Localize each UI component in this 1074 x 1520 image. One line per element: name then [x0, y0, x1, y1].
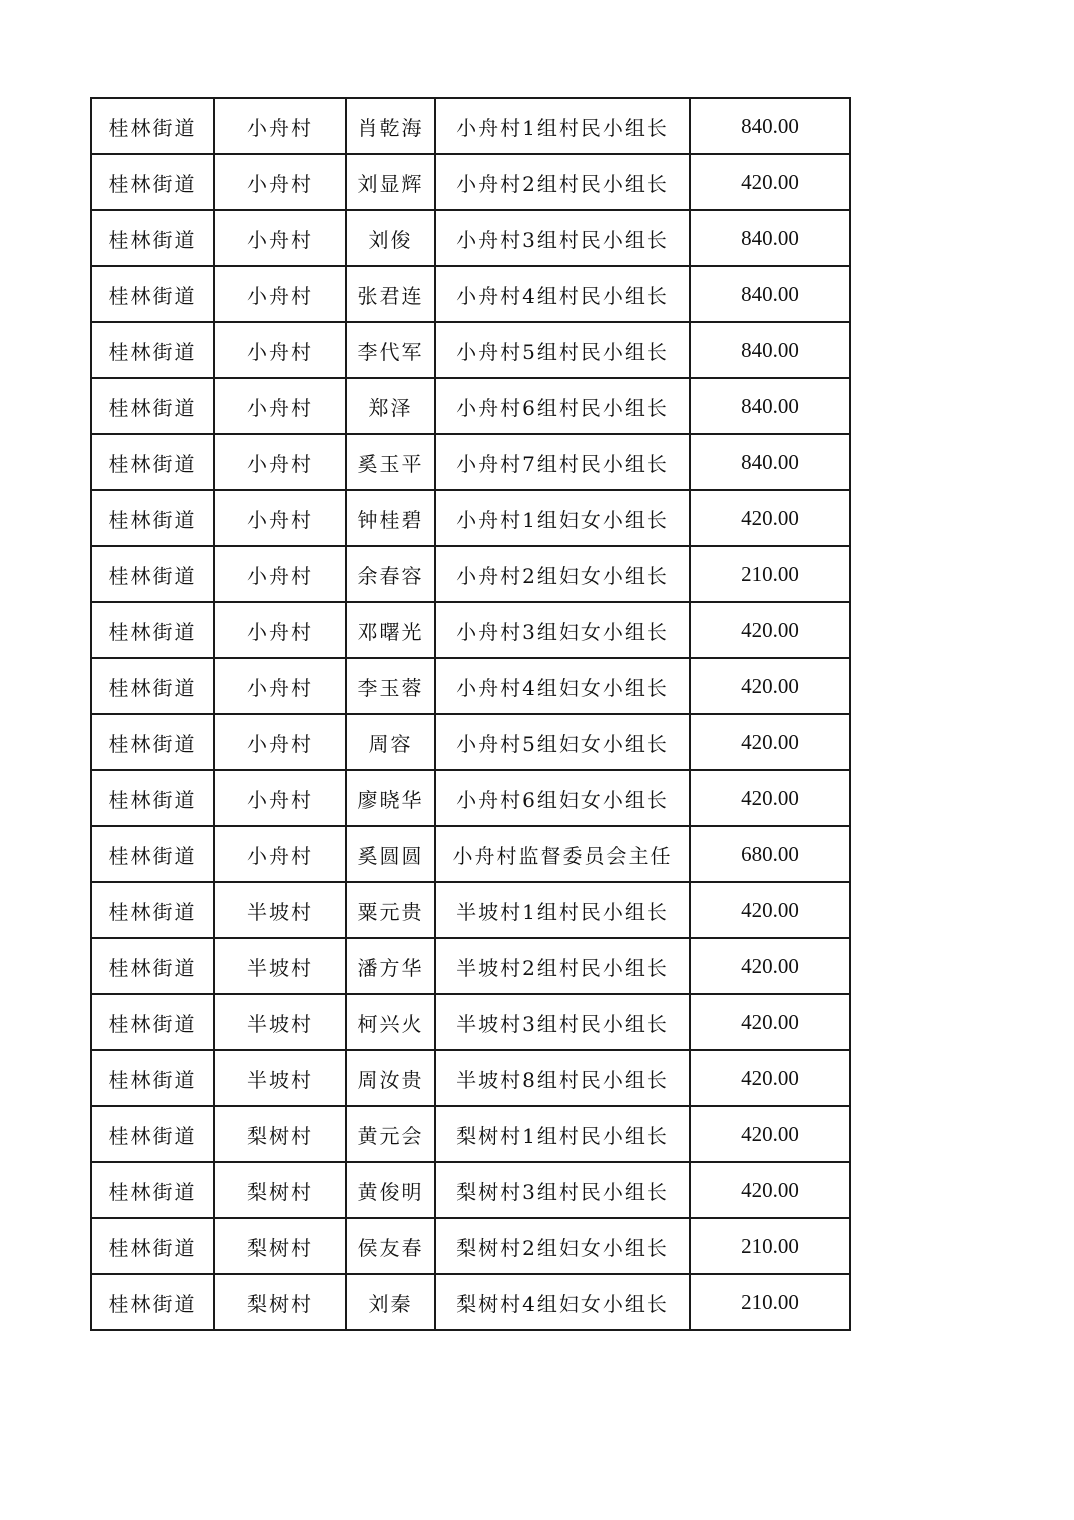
street-cell: 桂林街道 [91, 1274, 214, 1330]
name-cell: 刘秦 [346, 1274, 435, 1330]
position-cell: 半坡村1组村民小组长 [435, 882, 690, 938]
village-cell: 半坡村 [214, 1050, 346, 1106]
amount-cell: 210.00 [690, 1218, 850, 1274]
name-cell: 奚圆圆 [346, 826, 435, 882]
amount-cell: 840.00 [690, 266, 850, 322]
name-cell: 余春容 [346, 546, 435, 602]
table-row [91, 378, 850, 434]
village-cell: 小舟村 [214, 770, 346, 826]
subsidy-table [90, 97, 851, 1331]
street-cell: 桂林街道 [91, 1162, 214, 1218]
name-cell: 奚玉平 [346, 434, 435, 490]
table-row [91, 714, 850, 770]
village-cell: 梨树村 [214, 1218, 346, 1274]
village-cell: 梨树村 [214, 1106, 346, 1162]
name-cell: 钟桂碧 [346, 490, 435, 546]
street-cell: 桂林街道 [91, 658, 214, 714]
position-cell: 梨树村2组妇女小组长 [435, 1218, 690, 1274]
amount-cell: 840.00 [690, 434, 850, 490]
village-cell: 半坡村 [214, 938, 346, 994]
street-cell: 桂林街道 [91, 266, 214, 322]
village-cell: 小舟村 [214, 266, 346, 322]
amount-cell: 840.00 [690, 322, 850, 378]
village-cell: 小舟村 [214, 322, 346, 378]
table-row [91, 434, 850, 490]
position-cell: 小舟村2组村民小组长 [435, 154, 690, 210]
amount-cell: 420.00 [690, 714, 850, 770]
name-cell: 郑泽 [346, 378, 435, 434]
position-cell: 梨树村4组妇女小组长 [435, 1274, 690, 1330]
amount-cell: 420.00 [690, 658, 850, 714]
village-cell: 小舟村 [214, 154, 346, 210]
name-cell: 粟元贵 [346, 882, 435, 938]
amount-cell: 420.00 [690, 154, 850, 210]
name-cell: 黄元会 [346, 1106, 435, 1162]
position-cell: 小舟村4组村民小组长 [435, 266, 690, 322]
table-row [91, 994, 850, 1050]
street-cell: 桂林街道 [91, 490, 214, 546]
name-cell: 侯友春 [346, 1218, 435, 1274]
position-cell: 梨树村1组村民小组长 [435, 1106, 690, 1162]
name-cell: 周容 [346, 714, 435, 770]
village-cell: 小舟村 [214, 546, 346, 602]
name-cell: 肖乾海 [346, 98, 435, 154]
position-cell: 小舟村1组村民小组长 [435, 98, 690, 154]
position-cell: 半坡村3组村民小组长 [435, 994, 690, 1050]
amount-cell: 840.00 [690, 210, 850, 266]
position-cell: 半坡村2组村民小组长 [435, 938, 690, 994]
village-cell: 小舟村 [214, 602, 346, 658]
village-cell: 小舟村 [214, 490, 346, 546]
amount-cell: 210.00 [690, 1274, 850, 1330]
position-cell: 小舟村7组村民小组长 [435, 434, 690, 490]
position-cell: 小舟村2组妇女小组长 [435, 546, 690, 602]
table-row [91, 1162, 850, 1218]
street-cell: 桂林街道 [91, 434, 214, 490]
street-cell: 桂林街道 [91, 546, 214, 602]
position-cell: 小舟村监督委员会主任 [435, 826, 690, 882]
table-row [91, 602, 850, 658]
street-cell: 桂林街道 [91, 1106, 214, 1162]
name-cell: 潘方华 [346, 938, 435, 994]
amount-cell: 840.00 [690, 378, 850, 434]
street-cell: 桂林街道 [91, 938, 214, 994]
street-cell: 桂林街道 [91, 826, 214, 882]
street-cell: 桂林街道 [91, 882, 214, 938]
amount-cell: 420.00 [690, 602, 850, 658]
name-cell: 刘俊 [346, 210, 435, 266]
street-cell: 桂林街道 [91, 154, 214, 210]
table-row [91, 490, 850, 546]
table-row [91, 658, 850, 714]
table-row [91, 1050, 850, 1106]
position-cell: 梨树村3组村民小组长 [435, 1162, 690, 1218]
name-cell: 柯兴火 [346, 994, 435, 1050]
amount-cell: 420.00 [690, 1162, 850, 1218]
village-cell: 小舟村 [214, 714, 346, 770]
street-cell: 桂林街道 [91, 602, 214, 658]
name-cell: 李代军 [346, 322, 435, 378]
amount-cell: 420.00 [690, 994, 850, 1050]
village-cell: 小舟村 [214, 434, 346, 490]
village-cell: 梨树村 [214, 1162, 346, 1218]
table-row [91, 1274, 850, 1330]
position-cell: 小舟村6组妇女小组长 [435, 770, 690, 826]
street-cell: 桂林街道 [91, 714, 214, 770]
name-cell: 廖晓华 [346, 770, 435, 826]
street-cell: 桂林街道 [91, 210, 214, 266]
amount-cell: 420.00 [690, 1050, 850, 1106]
village-cell: 小舟村 [214, 210, 346, 266]
village-cell: 小舟村 [214, 378, 346, 434]
village-cell: 半坡村 [214, 994, 346, 1050]
name-cell: 张君连 [346, 266, 435, 322]
amount-cell: 420.00 [690, 882, 850, 938]
village-cell: 半坡村 [214, 882, 346, 938]
village-cell: 小舟村 [214, 826, 346, 882]
table-body [91, 98, 850, 1330]
street-cell: 桂林街道 [91, 1050, 214, 1106]
village-cell: 小舟村 [214, 98, 346, 154]
table-row [91, 770, 850, 826]
street-cell: 桂林街道 [91, 1218, 214, 1274]
table-row [91, 322, 850, 378]
name-cell: 周汝贵 [346, 1050, 435, 1106]
amount-cell: 420.00 [690, 938, 850, 994]
table-row [91, 882, 850, 938]
position-cell: 小舟村3组妇女小组长 [435, 602, 690, 658]
position-cell: 小舟村3组村民小组长 [435, 210, 690, 266]
table-row [91, 154, 850, 210]
name-cell: 黄俊明 [346, 1162, 435, 1218]
amount-cell: 840.00 [690, 98, 850, 154]
position-cell: 小舟村1组妇女小组长 [435, 490, 690, 546]
position-cell: 小舟村5组妇女小组长 [435, 714, 690, 770]
amount-cell: 420.00 [690, 770, 850, 826]
position-cell: 小舟村6组村民小组长 [435, 378, 690, 434]
street-cell: 桂林街道 [91, 322, 214, 378]
table-row [91, 938, 850, 994]
village-cell: 小舟村 [214, 658, 346, 714]
village-cell: 梨树村 [214, 1274, 346, 1330]
street-cell: 桂林街道 [91, 378, 214, 434]
amount-cell: 210.00 [690, 546, 850, 602]
table-row [91, 266, 850, 322]
position-cell: 小舟村5组村民小组长 [435, 322, 690, 378]
position-cell: 半坡村8组村民小组长 [435, 1050, 690, 1106]
table-row [91, 210, 850, 266]
position-cell: 小舟村4组妇女小组长 [435, 658, 690, 714]
street-cell: 桂林街道 [91, 770, 214, 826]
street-cell: 桂林街道 [91, 98, 214, 154]
table-row [91, 1106, 850, 1162]
table-row [91, 98, 850, 154]
amount-cell: 420.00 [690, 1106, 850, 1162]
table-row [91, 1218, 850, 1274]
table-row [91, 826, 850, 882]
name-cell: 李玉蓉 [346, 658, 435, 714]
street-cell: 桂林街道 [91, 994, 214, 1050]
amount-cell: 420.00 [690, 490, 850, 546]
name-cell: 刘显辉 [346, 154, 435, 210]
name-cell: 邓曙光 [346, 602, 435, 658]
amount-cell: 680.00 [690, 826, 850, 882]
table-row [91, 546, 850, 602]
